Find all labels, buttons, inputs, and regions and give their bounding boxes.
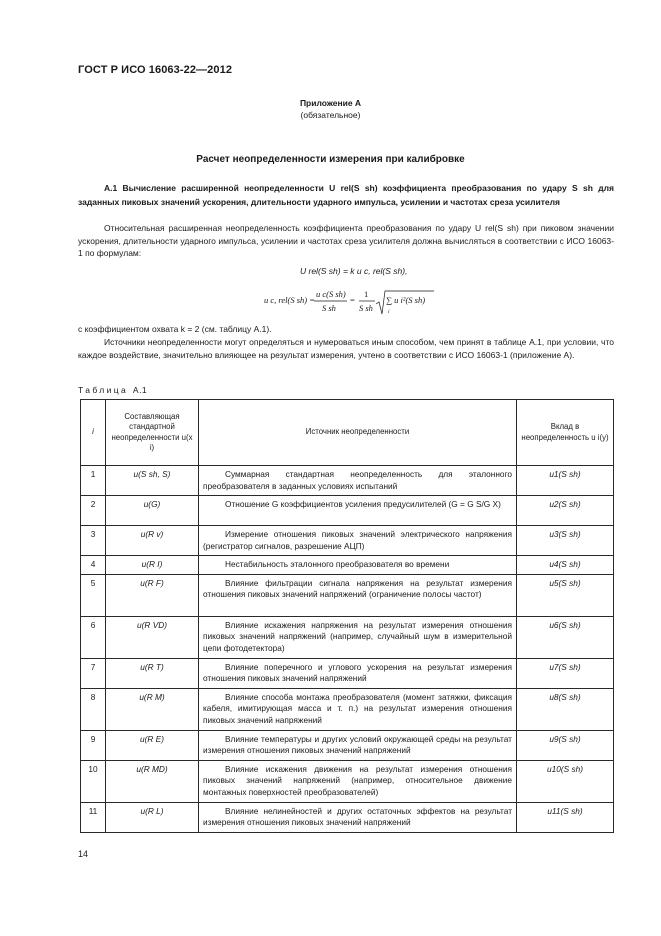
- row-source: Влияние способа монтажа преобразователя (момент затяжки, фиксация кабеля, имитирующая масса и т. п.) на результат измерения отношения пиковых значений напряжений: [199, 688, 517, 730]
- row-source: Влияние поперечного и углового ускорения на результат измерения отношения пиковых значений напряжений: [199, 658, 517, 688]
- formula-combined-uncertainty: [264, 288, 444, 318]
- table-row: [81, 496, 614, 526]
- formula2-frac1-num: u c(S sh): [316, 289, 346, 299]
- row-component: u(R I): [106, 556, 199, 575]
- row-source: Влияние фильтрации сигнала напряжения на результат измерения отношения пиковых значений напряжений (ограничение полосы частот): [199, 574, 517, 616]
- table-caption: [78, 385, 147, 395]
- table-row: [81, 526, 614, 556]
- row-source: Нестабильность эталонного преобразователя во времени: [199, 556, 517, 575]
- row-contribution: u2(S sh): [517, 496, 614, 526]
- row-index: 6: [81, 616, 106, 658]
- row-contribution: u6(S sh): [517, 616, 614, 658]
- header-index: i: [81, 400, 106, 466]
- table-row: [81, 556, 614, 575]
- row-contribution: u5(S sh): [517, 574, 614, 616]
- table-row: [81, 466, 614, 496]
- table-row: [81, 658, 614, 688]
- row-contribution: u10(S sh): [517, 760, 614, 802]
- table-row: [81, 802, 614, 832]
- row-contribution: u3(S sh): [517, 526, 614, 556]
- row-index: 9: [81, 730, 106, 760]
- page-number: 14: [78, 849, 89, 859]
- formula2-frac1-den: S sh: [322, 303, 336, 313]
- paragraph-coverage-factor: с коэффициентом охвата k = 2 (см. таблицу А.1).: [78, 324, 272, 334]
- row-contribution: u8(S sh): [517, 688, 614, 730]
- header-source: Источник неопределенности: [199, 400, 517, 466]
- row-component: u(R F): [106, 574, 199, 616]
- formula2-frac2-den: S sh: [359, 303, 373, 313]
- table-header-row: [81, 400, 614, 466]
- row-source: Суммарная стандартная неопределенность для эталонного преобразователя в заданных условиях испытаний: [199, 466, 517, 496]
- row-source: Измерение отношения пиковых значений электрического напряжения (регистратор сигналов, разрешение АЦП): [199, 526, 517, 556]
- row-component: u(R VD): [106, 616, 199, 658]
- row-contribution: u11(S sh): [517, 802, 614, 832]
- row-component: u(R T): [106, 658, 199, 688]
- row-index: 4: [81, 556, 106, 575]
- row-index: 8: [81, 688, 106, 730]
- formula2-sum-term: ∑ u i²(S sh): [386, 295, 426, 305]
- row-index: 10: [81, 760, 106, 802]
- row-index: 5: [81, 574, 106, 616]
- row-component: u(R L): [106, 802, 199, 832]
- row-index: 1: [81, 466, 106, 496]
- row-source: Влияние искажения движения на результат измерения отношения пиковых значений напряжений (например, относительное движение монтажных поверхностей преобразователей): [199, 760, 517, 802]
- section-a1-heading: А.1 Вычисление расширенной неопределенности U rel(S sh) коэффициента преобразования по удару S sh для заданных пиковых значений ускорения, длительности ударного импульса, усилении и частотах среза усилителя: [78, 183, 614, 207]
- row-component: u(S sh, S): [106, 466, 199, 496]
- annex-subtitle: (обязательное): [300, 110, 361, 120]
- row-source: Отношение G коэффициентов усиления предусилителей (G = G S/G X): [199, 496, 517, 526]
- row-index: 2: [81, 496, 106, 526]
- table-body: [81, 466, 614, 833]
- row-index: 3: [81, 526, 106, 556]
- formula2-frac2-num: 1: [364, 289, 369, 299]
- header-component: Составляющая стандартной неопределенности u(x i): [106, 400, 199, 466]
- annex-title: Приложение А: [299, 98, 362, 108]
- row-component: u(R M): [106, 688, 199, 730]
- table-row: [81, 574, 614, 616]
- table-row: [81, 730, 614, 760]
- formula-expanded-uncertainty: U rel(S sh) = k u c, rel(S sh),: [300, 266, 408, 276]
- row-contribution: u9(S sh): [517, 730, 614, 760]
- row-source: Влияние нелинейностей и других остаточных эффектов на результат измерения отношения пиковых значений напряжений: [199, 802, 517, 832]
- paragraph-uncertainty-sources: Источники неопределенности могут определяться и нумероваться иным способом, чем принят в таблице А.1, при условии, что каждое воздействие, значительно влияющее на результат измерения, учтено в соответствии с ИСО 16063-1 (приложение А).: [78, 337, 614, 360]
- paragraph-expanded-uncertainty: Относительная расширенная неопределенность коэффициента преобразования по удару U rel(S sh) при пиковом значении ускорения, длительности ударного импульса, усилении и частотах среза усилителя должна вычисляться в соответствии с ИСО 16063-1 по формулам:: [78, 223, 614, 258]
- table-caption-word: Таблица: [78, 385, 129, 395]
- formula2-sum-index: i: [388, 309, 390, 315]
- table-row: [81, 760, 614, 802]
- row-component: u(R MD): [106, 760, 199, 802]
- row-source: Влияние искажения напряжения на результат измерения отношения пиковых значений напряжений (например, случайный шум в измерительной цепи фотодетектора): [199, 616, 517, 658]
- uncertainty-table: [80, 399, 614, 833]
- row-component: u(G): [106, 496, 199, 526]
- formula2-eq: =: [350, 295, 355, 305]
- row-component: u(R v): [106, 526, 199, 556]
- standard-designation: ГОСТ Р ИСО 16063-22—2012: [78, 64, 233, 76]
- row-index: 7: [81, 658, 106, 688]
- row-index: 11: [81, 802, 106, 832]
- row-source: Влияние температуры и других условий окружающей среды на результат измерения отношения пиковых значений напряжений: [199, 730, 517, 760]
- row-contribution: u4(S sh): [517, 556, 614, 575]
- header-contribution: Вклад в неопределенность u i(y): [517, 400, 614, 466]
- main-title: Расчет неопределенности измерения при калибровке: [196, 154, 465, 165]
- table-caption-number: А.1: [132, 385, 148, 395]
- formula2-lhs: u c, rel(S sh) =: [264, 295, 315, 305]
- row-component: u(R E): [106, 730, 199, 760]
- table-row: [81, 616, 614, 658]
- row-contribution: u7(S sh): [517, 658, 614, 688]
- table-row: [81, 688, 614, 730]
- row-contribution: u1(S sh): [517, 466, 614, 496]
